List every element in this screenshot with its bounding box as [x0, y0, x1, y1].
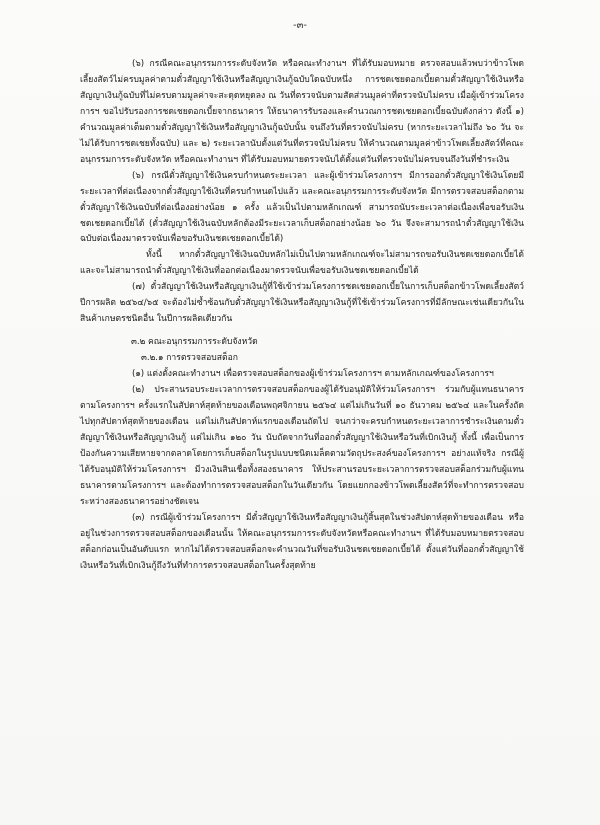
subsection-heading-stock-inspection: ๓.๒.๑ การตรวจสอบสต็อก [141, 353, 238, 364]
section-heading-provincial-subcommittee: ๓.๒ คณะอนุกรรมการระดับจังหวัด [131, 337, 258, 348]
paragraph-7-no-duplication: (๗) ตั๋วสัญญาใช้เงินหรือสัญญาเงินกู้ที่ใช้เข้าร่วมโครงการชดเชยดอกเบี้ยในการเก็บสต็อกข้าวโพดเลี้ยงสัตว์ ปีการผลิต ๒๕๖๔/๖๕ จะต้องไม่ซ้ำซ้อนกับตั๋วสัญญาใช้เงินหรือสัญญาเงินกู้ที่ใช้เข้าร่วมโครงการที่มีลักษณะเช่นเดียวกันในสินค้าเกษตรชนิดอื่น ในปีการผลิตเดียวกัน [80, 282, 524, 325]
paragraph-1-appoint-working-group: (๑) แต่งตั้งคณะทำงานฯ เพื่อตรวจสอบสต็อกของผู้เข้าร่วมโครงการฯ ตามหลักเกณฑ์ของโครงการฯ [132, 369, 494, 380]
page-number: -๓- [292, 20, 308, 31]
paragraph-6-stock-shortfall: (๖) กรณีคณะอนุกรรมการระดับจังหวัด หรือคณะทำงานฯ ที่ได้รับมอบหมาย ตรวจสอบแล้วพบว่าข้าวโพดเลี้ยงสัตว์ไม่ครบมูลค่าตามตั๋วสัญญาใช้เงินหรือสัญญาเงินกู้ฉบับใดฉบับหนึ่ง การชดเชยดอกเบี้ยตามตั๋วสัญญาใช้เงินหรือสัญญาเงินกู้ฉบับที่ไม่ครบตามมูลค่าจะสะดุดหยุดลง ณ วันที่ตรวจนับตามสัดส่วนมูลค่าที่ตรวจนับไม่ครบ เมื่อผู้เข้าร่วมโครงการฯ ขอไปรับรองการชดเชยดอกเบี้ยจากธนาคาร ให้ธนาคารรับรองและคำนวณการชดเชยดอกเบี้ยฉบับดังกล่าว ดังนี้ ๑) คำนวณมูลค่าเต็มตามตั๋วสัญญาใช้เงินหรือสัญญาเงินกู้ฉบับนั้น จนถึงวันที่ตรวจนับไม่ครบ (หากระยะเวลาไม่ถึง ๖๐ วัน จะไม่ได้รับการชดเชยทั้งฉบับ) และ ๒) ระยะเวลานับตั้งแต่วันที่ตรวจนับไม่ครบ ให้คำนวณตามมูลค่าข้าวโพดเลี้ยงสัตว์ที่คณะอนุกรรมการระดับจังหวัด หรือคณะทำงานฯ ที่ได้รับมอบหมายตรวจนับได้ตั้งแต่วันที่ตรวจนับไม่ครบจนถึงวันที่ชำระเงิน [80, 59, 524, 165]
paragraph-notwithstanding: ทั้งนี้ หากตั๋วสัญญาใช้เงินฉบับหลักไม่เป็นไปตามหลักเกณฑ์จะไม่สามารถขอรับเงินชดเชยดอกเบี้ยได้ และจะไม่สามารถนำตั๋วสัญญาใช้เงินที่ออกต่อเนื่องมาตรวจนับเพื่อขอรับเงินชดเชยดอกเบี้ยได้ [80, 250, 524, 277]
paragraph-3-final-week-inspection: (๓) กรณีผู้เข้าร่วมโครงการฯ มีตั๋วสัญญาใช้เงินหรือสัญญาเงินกู้สิ้นสุดในช่วงสัปดาห์สุดท้ายของเดือน หรืออยู่ในช่วงการตรวจสอบสต็อกของเดือนนั้น ให้คณะอนุกรรมการระดับจังหวัดหรือคณะทำงานฯ ที่ได้รับมอบหมายตรวจสอบสต็อกก่อนเป็นอันดับแรก หากไม่ได้ตรวจสอบสต็อกจะคำนวณวันที่ขอรับเงินชดเชยดอกเบี้ยได้ ตั้งแต่วันที่ออกตั๋วสัญญาใช้เงินหรือวันที่เบิกเงินกู้ถึงวันที่ทำการตรวจสอบสต็อกในครั้งสุดท้าย [80, 512, 524, 571]
paragraph-6-promissory-note-renewal: (๖) กรณีตั๋วสัญญาใช้เงินครบกำหนดระยะเวลา และผู้เข้าร่วมโครงการฯ มีการออกตั๋วสัญญาใช้เงินโดยมีระยะเวลาที่ต่อเนื่องจากตั๋วสัญญาใช้เงินที่ครบกำหนดไปแล้ว และคณะอนุกรรมการระดับจังหวัด มีการตรวจสอบสต็อกตามตั๋วสัญญาใช้เงินฉบับที่ต่อเนื่องอย่างน้อย ๑ ครั้ง แล้วเป็นไปตามหลักเกณฑ์ สามารถนับระยะเวลาต่อเนื่องเพื่อขอรับเงินชดเชยดอกเบี้ยได้ (ตั๋วสัญญาใช้เงินฉบับหลักต้องมีระยะเวลาเก็บสต็อกอย่างน้อย ๖๐ วัน จึงจะสามารถนำตั๋วสัญญาใช้เงินฉบับต่อเนื่องมาตรวจนับเพื่อขอรับเงินชดเชยดอกเบี้ยได้) [80, 170, 524, 245]
paragraph-2-inspection-schedule: (๒) ประสานรอบระยะเวลาการตรวจสอบสต็อกของผู้ได้รับอนุมัติให้ร่วมโครงการฯ ร่วมกับผู้แทนธนาคารตามโครงการฯ ครั้งแรกในสัปดาห์สุดท้ายของเดือนพฤศจิกายน ๒๕๖๔ แต่ไม่เกินวันที่ ๑๐ ธันวาคม ๒๕๖๔ และในครั้งถัดไปทุกสัปดาห์สุดท้ายของเดือน แต่ไม่เกินสัปดาห์แรกของเดือนถัดไป จนกว่าจะครบกำหนดระยะเวลาการชำระเงินตามตั๋วสัญญาใช้เงินหรือสัญญาเงินกู้ แต่ไม่เกิน ๑๒๐ วัน นับถัดจากวันที่ออกตั๋วสัญญาใช้เงินหรือวันที่เบิกเงินกู้ ทั้งนี้ เพื่อเป็นการป้องกันความเสียหายจากตลาดโดยการเก็บสต็อกในรูปแบบชนิดเมล็ดตามวัตถุประสงค์ของโครงการฯ อย่างแท้จริง กรณีผู้ได้รับอนุมัติให้ร่วมโครงการฯ มีวงเงินสินเชื่อทั้งสองธนาคาร ให้ประสานรอบระยะเวลาการตรวจสอบสต็อกร่วมกับผู้แทนธนาคารตามโครงการฯ และต้องทำการตรวจสอบสต็อกในวันเดียวกัน โดยแยกกองข้าวโพดเลี้ยงสัตว์ที่จะทำการตรวจสอบระหว่างสองธนาคารอย่างชัดเจน [80, 385, 524, 507]
document-body [80, 57, 524, 575]
